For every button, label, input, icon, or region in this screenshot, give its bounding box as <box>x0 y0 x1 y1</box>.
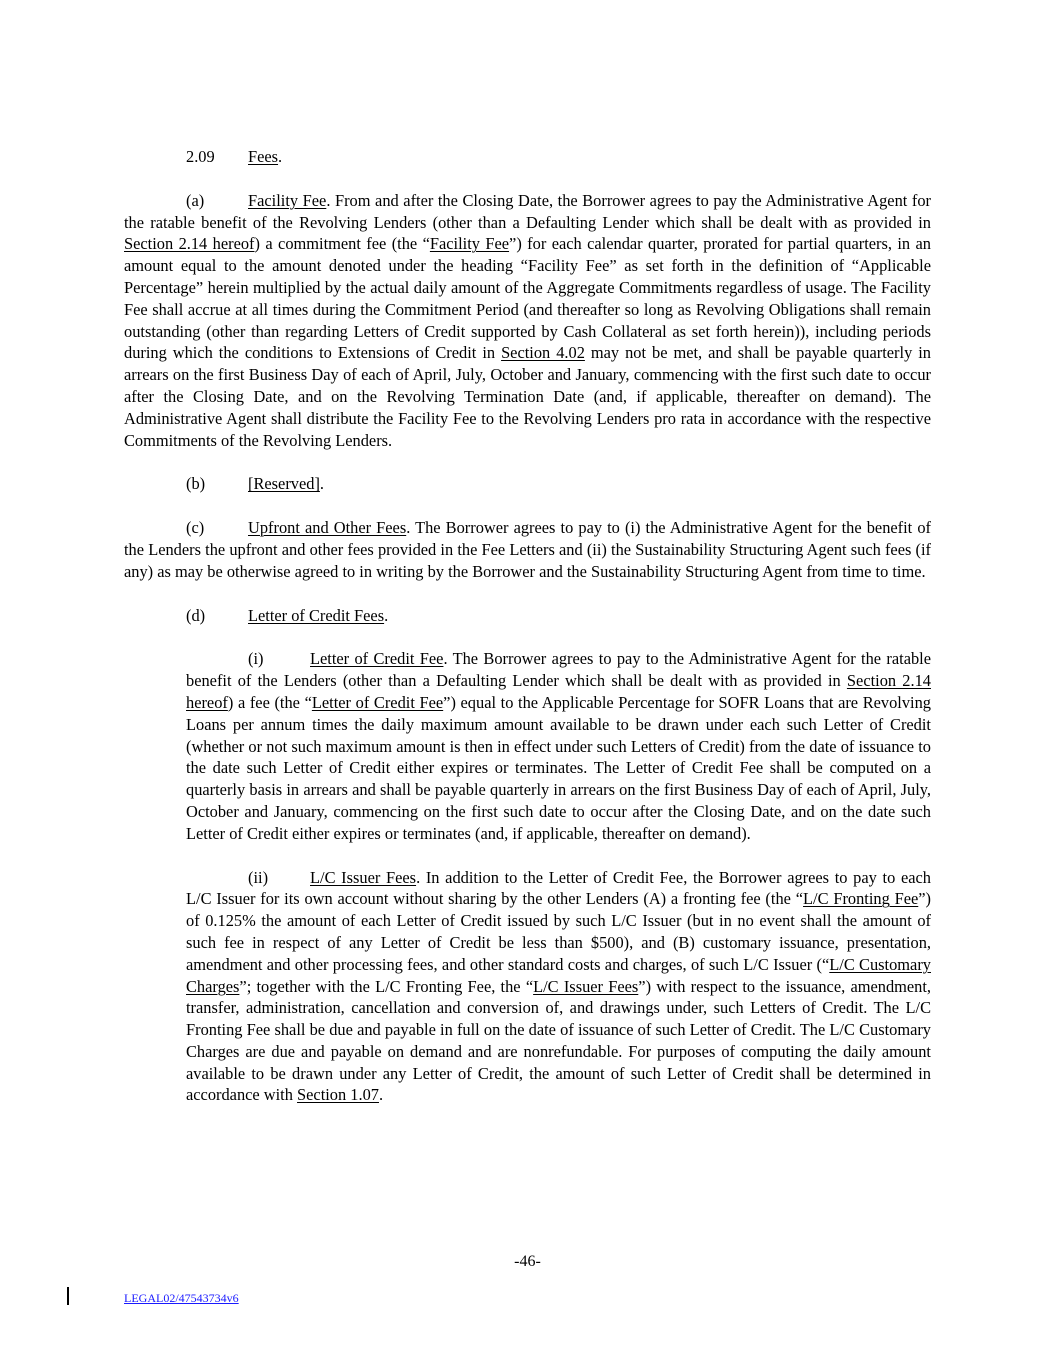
paragraph-d-i-text: ”) equal to the Applicable Percentage for SOFR Loans that are Revolving Loans per annum times the daily maximum amount available to be drawn under each such Letter of Credit (whether or not such maximum amount is then in effect under such Letters of Credit) from the date of issuance to the date such Letter of Credit either expires or terminates. The Letter of Credit Fee shall be computed on a quarterly basis in arrears and shall be payable quarterly in arrears on the first Business Day of each of April, July, October and January, commencing on the first such date to occur after the Closing Date, and on the date such Letter of Credit either expires or terminates (and, if applicable, thereafter on demand). <box>186 692 931 843</box>
paragraph-d-ii-label: (ii) <box>248 867 269 887</box>
paragraph-a-text: . From and after the Closing Date, the Borrower agrees to pay the Administrative Agent for the ratable benefit of the Revolving Lenders (other than a Defaulting Lender which shall be dealt with as provided in <box>124 190 931 232</box>
paragraph-b: (b) [Reserved]. <box>186 474 325 494</box>
paragraph-c-label: (c) <box>186 518 205 538</box>
paragraph-d-label: (d) <box>186 605 206 625</box>
revision-bar <box>67 1287 69 1305</box>
defined-term: Letter of Credit Fee <box>311 692 444 712</box>
section-heading: 2.09 Fees. <box>186 147 283 166</box>
document-page <box>124 146 931 1106</box>
paragraph-d-i-label: (i) <box>248 649 264 669</box>
section-number: 2.09 <box>186 147 215 166</box>
paragraph-d-ii-text: ”) with respect to the issuance, amendment, transfer, administration, cancellation and conversion of, and drawings under, such Letters of Credit. The L/C Fronting Fee shall be due and payable in full on the date of issuance of such Letter of Credit. The L/C Customary Charges are due and payable on demand and are nonrefundable. For purposes of computing the daily amount available to be drawn under any Letter of Credit, the amount of such Letter of Credit shall be determined in accordance with <box>186 976 932 1105</box>
paragraph-d-ii-text: ”) of 0.125% the amount of each Letter of Credit issued by such L/C Issuer (but in no event shall the amount of such fee in respect of any Letter of Credit be less than $500), and (B) customary issuance, presentation, amendment and other processing fees, and other standard costs and charges, of such L/C Issuer (“ <box>186 889 931 974</box>
paragraph-d-ii-title: L/C Issuer Fees <box>310 867 417 887</box>
paragraph-c <box>124 517 931 582</box>
defined-term: L/C Customary Charges <box>186 954 931 996</box>
section-ref: Section 4.02 <box>501 343 585 363</box>
paragraph-c-text: . The Borrower agrees to pay to (i) the Administrative Agent for the benefit of the Lenders the upfront and other fees provided in the Fee Letters and (ii) the Sustainability Structuring Agent such fees (if any) as may be otherwise agreed to in writing by the Borrower and the Sustainability Structuring Agent from time to time. <box>124 518 931 581</box>
document-id-link[interactable]: LEGAL02/47543734v6 <box>124 1291 239 1305</box>
defined-term: L/C Fronting Fee <box>803 889 919 909</box>
paragraph-a-text: ) a commitment fee (the “ <box>254 234 430 254</box>
paragraph-d-ii-text: . In addition to the Letter of Credit Fee, the Borrower agrees to pay to each L/C Issuer for its own account without sharing by the other Lenders (A) a fronting fee (the “ <box>186 867 931 909</box>
paragraph-a-title: Facility Fee <box>248 190 327 210</box>
paragraph-b-label: (b) <box>186 474 206 494</box>
page-number: -46- <box>514 1253 541 1270</box>
paragraph-d-i-text: . The Borrower agrees to pay to the Administrative Agent for the ratable benefit of the Lenders (other than a Defaulting Lender which shall be dealt with as provided in <box>186 649 931 691</box>
paragraph-d-ii-text: . <box>378 1085 384 1105</box>
section-title: Fees <box>248 147 279 166</box>
section-ref: Section 2.14 hereof <box>186 671 931 712</box>
paragraph-d: (d) Letter of Credit Fees. <box>186 605 389 625</box>
defined-term: L/C Issuer Fees <box>533 976 639 996</box>
defined-term: Facility Fee <box>429 234 510 254</box>
paragraph-d-ii-text: ”; together with the L/C Fronting Fee, the “ <box>239 976 534 996</box>
paragraph-d-i-title: Letter of Credit Fee <box>310 649 444 669</box>
paragraph-a-text: ”) for each calendar quarter, prorated for partial quarters, in an amount equal to the amount denoted under the heading “Facility Fee” as set forth in the definition of “Applicable Percentage” herein multiplied by the actual daily amount of the Aggregate Commitments regardless of usage. The Facility Fee shall accrue at all times during the Commitment Period (and thereafter so long as Revolving Obligations shall remain outstanding (other than regarding Letters of Credit supported by Cash Collateral as set forth herein)), including periods during which the conditions to Extensions of Credit in <box>124 234 931 363</box>
paragraph-c-title: Upfront and Other Fees <box>248 518 407 538</box>
paragraph-d-i <box>186 648 931 844</box>
paragraph-a-text: may not be met, and shall be payable quarterly in arrears on the first Business Day of each of April, July, October and January, commencing with the first such date to occur after the Closing Date, and on the Revolving Termination Date (and, if applicable, thereafter on demand). The Administrative Agent shall distribute the Facility Fee to the Revolving Lenders pro rata in accordance with the respective Commitments of the Revolving Lenders. <box>124 343 931 450</box>
paragraph-a <box>124 190 931 452</box>
paragraph-d-i-text: ) a fee (the “ <box>227 692 312 712</box>
paragraph-a-label: (a) <box>186 190 205 210</box>
section-ref: Section 2.14 hereof <box>124 234 255 254</box>
paragraph-d-ii <box>186 867 931 1107</box>
paragraph-b-title: [Reserved] <box>248 474 320 494</box>
paragraph-d-title: Letter of Credit Fees <box>248 605 385 625</box>
section-ref: Section 1.07 <box>297 1085 379 1105</box>
